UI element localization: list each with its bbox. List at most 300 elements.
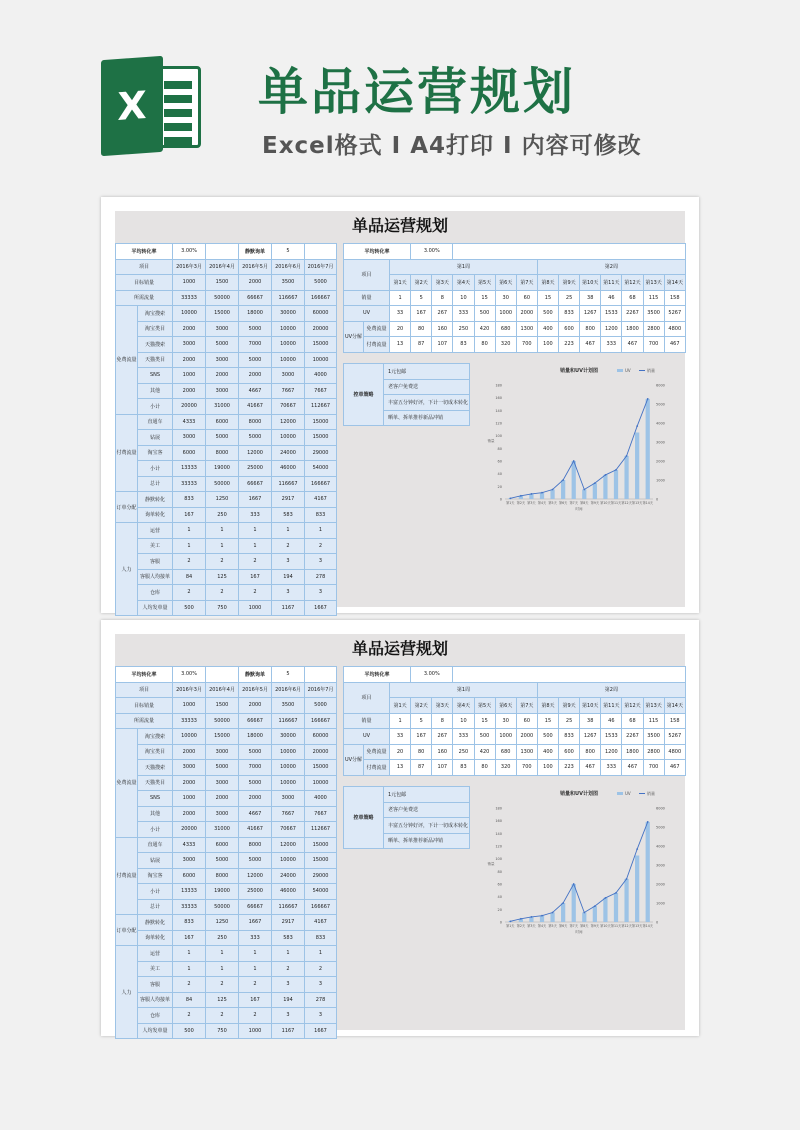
- table-cell[interactable]: 13: [390, 760, 411, 776]
- table-cell[interactable]: 18000: [239, 729, 272, 745]
- table-cell[interactable]: 1167: [272, 600, 305, 616]
- table-cell[interactable]: 1: [173, 523, 206, 539]
- table-cell[interactable]: 33333: [173, 290, 206, 306]
- table-cell[interactable]: 66667: [239, 713, 272, 729]
- table-cell[interactable]: 3000: [272, 791, 305, 807]
- table-cell[interactable]: 167: [411, 306, 432, 322]
- table-cell[interactable]: 320: [495, 760, 516, 776]
- table-cell[interactable]: 15: [474, 290, 495, 306]
- table-cell[interactable]: 4800: [664, 744, 685, 760]
- table-cell[interactable]: 83: [453, 337, 474, 353]
- table-cell[interactable]: 30000: [272, 729, 305, 745]
- table-cell[interactable]: 30000: [272, 306, 305, 322]
- table-cell[interactable]: 1667: [239, 492, 272, 508]
- table-cell[interactable]: 116667: [272, 290, 305, 306]
- table-cell[interactable]: 1: [305, 946, 337, 962]
- table-cell[interactable]: 2: [173, 554, 206, 570]
- table-cell[interactable]: 5: [411, 290, 432, 306]
- table-cell[interactable]: 500: [537, 729, 558, 745]
- table-cell[interactable]: 700: [643, 337, 664, 353]
- table-cell[interactable]: 2: [206, 977, 239, 993]
- table-cell[interactable]: 20000: [305, 744, 337, 760]
- table-cell[interactable]: 15000: [305, 414, 337, 430]
- table-cell[interactable]: 1800: [622, 744, 643, 760]
- table-cell[interactable]: 467: [622, 337, 643, 353]
- table-cell[interactable]: 41667: [239, 399, 272, 415]
- table-cell[interactable]: 1250: [206, 915, 239, 931]
- table-cell[interactable]: 2: [206, 585, 239, 601]
- table-cell[interactable]: 1000: [239, 600, 272, 616]
- table-cell[interactable]: 1267: [580, 306, 601, 322]
- table-cell[interactable]: 166667: [305, 476, 337, 492]
- table-cell[interactable]: 5000: [206, 337, 239, 353]
- table-cell[interactable]: 8000: [239, 837, 272, 853]
- table-cell[interactable]: 400: [537, 321, 558, 337]
- table-cell[interactable]: 31000: [206, 399, 239, 415]
- table-cell[interactable]: 7667: [305, 806, 337, 822]
- table-cell[interactable]: 833: [173, 492, 206, 508]
- strategy-item[interactable]: 丰富五分钟好评，下计一切成本转化: [384, 818, 470, 834]
- table-cell[interactable]: 833: [173, 915, 206, 931]
- table-cell[interactable]: 2: [173, 585, 206, 601]
- table-cell[interactable]: 10: [453, 290, 474, 306]
- table-cell[interactable]: 3000: [173, 430, 206, 446]
- table-cell[interactable]: 6000: [173, 868, 206, 884]
- table-cell[interactable]: 250: [206, 930, 239, 946]
- table-cell[interactable]: 2: [239, 554, 272, 570]
- table-cell[interactable]: 6000: [206, 837, 239, 853]
- table-cell[interactable]: 10000: [173, 306, 206, 322]
- table-cell[interactable]: 278: [305, 992, 337, 1008]
- table-cell[interactable]: 583: [272, 930, 305, 946]
- table-cell[interactable]: 1: [206, 961, 239, 977]
- table-cell[interactable]: 2000: [173, 352, 206, 368]
- table-cell[interactable]: 2000: [239, 791, 272, 807]
- table-cell[interactable]: 250: [453, 744, 474, 760]
- table-cell[interactable]: 5000: [305, 698, 337, 714]
- table-cell[interactable]: 80: [411, 321, 432, 337]
- table-cell[interactable]: 7667: [272, 383, 305, 399]
- table-cell[interactable]: 167: [239, 569, 272, 585]
- table-cell[interactable]: 70667: [272, 822, 305, 838]
- table-cell[interactable]: 1300: [516, 321, 537, 337]
- table-cell[interactable]: 112667: [305, 399, 337, 415]
- table-cell[interactable]: 60: [516, 713, 537, 729]
- table-cell[interactable]: 15000: [206, 729, 239, 745]
- table-cell[interactable]: 500: [537, 306, 558, 322]
- table-cell[interactable]: 1: [206, 946, 239, 962]
- table-cell[interactable]: 600: [559, 744, 580, 760]
- table-cell[interactable]: 50000: [206, 476, 239, 492]
- table-cell[interactable]: 2000: [173, 383, 206, 399]
- table-cell[interactable]: 4800: [664, 321, 685, 337]
- table-cell[interactable]: 3000: [272, 368, 305, 384]
- table-cell[interactable]: 1000: [173, 275, 206, 291]
- table-cell[interactable]: 2: [239, 1008, 272, 1024]
- table-cell[interactable]: 2917: [272, 492, 305, 508]
- table-cell[interactable]: 68: [622, 290, 643, 306]
- table-cell[interactable]: 194: [272, 569, 305, 585]
- table-cell[interactable]: 833: [559, 729, 580, 745]
- table-cell[interactable]: 25000: [239, 461, 272, 477]
- table-cell[interactable]: 5: [411, 713, 432, 729]
- table-cell[interactable]: 125: [206, 569, 239, 585]
- table-cell[interactable]: 10000: [272, 744, 305, 760]
- table-cell[interactable]: 3000: [173, 337, 206, 353]
- table-cell[interactable]: 20: [390, 744, 411, 760]
- table-cell[interactable]: 25000: [239, 884, 272, 900]
- table-cell[interactable]: 2000: [239, 698, 272, 714]
- table-cell[interactable]: 166667: [305, 713, 337, 729]
- table-cell[interactable]: 54000: [305, 884, 337, 900]
- table-cell[interactable]: 2000: [173, 321, 206, 337]
- table-cell[interactable]: 3: [272, 554, 305, 570]
- value-avg-conversion[interactable]: 3.00%: [411, 667, 453, 683]
- table-cell[interactable]: 15000: [305, 337, 337, 353]
- table-cell[interactable]: 66667: [239, 476, 272, 492]
- value-silent[interactable]: 5: [272, 667, 305, 683]
- strategy-item[interactable]: 老客户免费送: [384, 802, 470, 818]
- table-cell[interactable]: 3000: [206, 806, 239, 822]
- table-cell[interactable]: 33: [390, 729, 411, 745]
- table-cell[interactable]: 10: [453, 713, 474, 729]
- table-cell[interactable]: 5000: [206, 430, 239, 446]
- table-cell[interactable]: 3: [305, 585, 337, 601]
- table-cell[interactable]: 54000: [305, 461, 337, 477]
- table-cell[interactable]: 19000: [206, 461, 239, 477]
- table-cell[interactable]: 400: [537, 744, 558, 760]
- table-cell[interactable]: 4000: [305, 791, 337, 807]
- table-cell[interactable]: 116667: [272, 713, 305, 729]
- table-cell[interactable]: 20000: [173, 399, 206, 415]
- table-cell[interactable]: 833: [559, 306, 580, 322]
- table-cell[interactable]: 1500: [206, 698, 239, 714]
- table-cell[interactable]: 833: [305, 930, 337, 946]
- table-cell[interactable]: 467: [580, 337, 601, 353]
- table-cell[interactable]: 333: [453, 729, 474, 745]
- table-cell[interactable]: 24000: [272, 445, 305, 461]
- table-cell[interactable]: 5000: [239, 775, 272, 791]
- table-cell[interactable]: 5000: [206, 760, 239, 776]
- table-cell[interactable]: 1000: [495, 306, 516, 322]
- table-cell[interactable]: 107: [432, 337, 453, 353]
- table-cell[interactable]: 12000: [239, 445, 272, 461]
- table-cell[interactable]: 50000: [206, 899, 239, 915]
- table-cell[interactable]: 10000: [305, 775, 337, 791]
- table-cell[interactable]: 33: [390, 306, 411, 322]
- table-cell[interactable]: 320: [495, 337, 516, 353]
- table-cell[interactable]: 467: [664, 760, 685, 776]
- table-cell[interactable]: 166667: [305, 290, 337, 306]
- table-cell[interactable]: 3000: [206, 744, 239, 760]
- table-cell[interactable]: 6000: [173, 445, 206, 461]
- table-cell[interactable]: 25: [559, 713, 580, 729]
- table-cell[interactable]: 60000: [305, 729, 337, 745]
- table-cell[interactable]: 333: [239, 930, 272, 946]
- table-cell[interactable]: 1: [390, 290, 411, 306]
- table-cell[interactable]: 500: [474, 306, 495, 322]
- table-cell[interactable]: 600: [559, 321, 580, 337]
- table-cell[interactable]: 10000: [272, 775, 305, 791]
- table-cell[interactable]: 1000: [239, 1023, 272, 1039]
- table-cell[interactable]: 12000: [239, 868, 272, 884]
- table-cell[interactable]: 30: [495, 713, 516, 729]
- table-cell[interactable]: 30: [495, 290, 516, 306]
- table-cell[interactable]: 1267: [580, 729, 601, 745]
- table-cell[interactable]: 166667: [305, 899, 337, 915]
- value-silent[interactable]: 5: [272, 244, 305, 260]
- table-cell[interactable]: 6000: [206, 414, 239, 430]
- table-cell[interactable]: 2000: [173, 744, 206, 760]
- table-cell[interactable]: 15000: [305, 760, 337, 776]
- strategy-item[interactable]: 丰富五分钟好评，下计一切成本转化: [384, 395, 470, 411]
- table-cell[interactable]: 700: [516, 337, 537, 353]
- table-cell[interactable]: 2000: [206, 791, 239, 807]
- table-cell[interactable]: 80: [411, 744, 432, 760]
- table-cell[interactable]: 87: [411, 760, 432, 776]
- table-cell[interactable]: 15000: [305, 853, 337, 869]
- table-cell[interactable]: 2000: [173, 806, 206, 822]
- table-cell[interactable]: 3000: [206, 383, 239, 399]
- table-cell[interactable]: 33333: [173, 713, 206, 729]
- table-cell[interactable]: 10000: [272, 853, 305, 869]
- table-cell[interactable]: 167: [173, 930, 206, 946]
- table-cell[interactable]: 66667: [239, 290, 272, 306]
- table-cell[interactable]: 680: [495, 744, 516, 760]
- table-cell[interactable]: 1000: [173, 791, 206, 807]
- table-cell[interactable]: 46000: [272, 884, 305, 900]
- table-cell[interactable]: 13333: [173, 461, 206, 477]
- table-cell[interactable]: 1200: [601, 744, 622, 760]
- table-cell[interactable]: 12000: [272, 414, 305, 430]
- table-cell[interactable]: 1667: [305, 1023, 337, 1039]
- table-cell[interactable]: 80: [474, 760, 495, 776]
- table-cell[interactable]: 1: [173, 946, 206, 962]
- table-cell[interactable]: 68: [622, 713, 643, 729]
- strategy-item[interactable]: 晒单、拆单推荐新品冲销: [384, 410, 470, 426]
- table-cell[interactable]: 29000: [305, 445, 337, 461]
- table-cell[interactable]: 4333: [173, 837, 206, 853]
- table-cell[interactable]: 8000: [239, 414, 272, 430]
- value-avg-conversion[interactable]: 3.00%: [173, 244, 206, 260]
- table-cell[interactable]: 833: [305, 507, 337, 523]
- table-cell[interactable]: 2: [206, 554, 239, 570]
- table-cell[interactable]: 8000: [206, 868, 239, 884]
- table-cell[interactable]: 3: [272, 585, 305, 601]
- table-cell[interactable]: 267: [432, 729, 453, 745]
- table-cell[interactable]: 24000: [272, 868, 305, 884]
- table-cell[interactable]: 1533: [601, 306, 622, 322]
- table-cell[interactable]: 700: [643, 760, 664, 776]
- table-cell[interactable]: 46: [601, 290, 622, 306]
- table-cell[interactable]: 223: [559, 337, 580, 353]
- table-cell[interactable]: 1533: [601, 729, 622, 745]
- table-cell[interactable]: 7667: [272, 806, 305, 822]
- table-cell[interactable]: 84: [173, 569, 206, 585]
- table-cell[interactable]: 333: [239, 507, 272, 523]
- table-cell[interactable]: 7000: [239, 760, 272, 776]
- table-cell[interactable]: 167: [173, 507, 206, 523]
- table-cell[interactable]: 5000: [239, 744, 272, 760]
- table-cell[interactable]: 115: [643, 713, 664, 729]
- table-cell[interactable]: 15: [474, 713, 495, 729]
- table-cell[interactable]: 1: [305, 523, 337, 539]
- table-cell[interactable]: 1: [272, 523, 305, 539]
- table-cell[interactable]: 38: [580, 713, 601, 729]
- table-cell[interactable]: 333: [601, 760, 622, 776]
- table-cell[interactable]: 2: [239, 585, 272, 601]
- table-cell[interactable]: 3000: [173, 760, 206, 776]
- table-cell[interactable]: 160: [432, 744, 453, 760]
- table-cell[interactable]: 4167: [305, 915, 337, 931]
- table-cell[interactable]: 250: [206, 507, 239, 523]
- table-cell[interactable]: 2917: [272, 915, 305, 931]
- table-cell[interactable]: 4000: [305, 368, 337, 384]
- table-cell[interactable]: 500: [474, 729, 495, 745]
- table-cell[interactable]: 29000: [305, 868, 337, 884]
- table-cell[interactable]: 2: [239, 977, 272, 993]
- table-cell[interactable]: 2: [305, 961, 337, 977]
- table-cell[interactable]: 15000: [305, 837, 337, 853]
- table-cell[interactable]: 467: [664, 337, 685, 353]
- table-cell[interactable]: 500: [173, 600, 206, 616]
- table-cell[interactable]: 5000: [239, 321, 272, 337]
- table-cell[interactable]: 2267: [622, 306, 643, 322]
- table-cell[interactable]: 60000: [305, 306, 337, 322]
- table-cell[interactable]: 33333: [173, 476, 206, 492]
- table-cell[interactable]: 8: [432, 713, 453, 729]
- table-cell[interactable]: 2000: [173, 775, 206, 791]
- table-cell[interactable]: 1: [239, 538, 272, 554]
- table-cell[interactable]: 1167: [272, 1023, 305, 1039]
- table-cell[interactable]: 12000: [272, 837, 305, 853]
- table-cell[interactable]: 116667: [272, 899, 305, 915]
- table-cell[interactable]: 5000: [239, 853, 272, 869]
- table-cell[interactable]: 13: [390, 337, 411, 353]
- table-cell[interactable]: 267: [432, 306, 453, 322]
- table-cell[interactable]: 2800: [643, 321, 664, 337]
- table-cell[interactable]: 3: [272, 977, 305, 993]
- table-cell[interactable]: 158: [664, 713, 685, 729]
- table-cell[interactable]: 3000: [173, 853, 206, 869]
- table-cell[interactable]: 2: [173, 977, 206, 993]
- table-cell[interactable]: 10000: [272, 321, 305, 337]
- table-cell[interactable]: 15000: [305, 430, 337, 446]
- table-cell[interactable]: 20000: [305, 321, 337, 337]
- table-cell[interactable]: 84: [173, 992, 206, 1008]
- table-cell[interactable]: 112667: [305, 822, 337, 838]
- table-cell[interactable]: 80: [474, 337, 495, 353]
- table-cell[interactable]: 38: [580, 290, 601, 306]
- table-cell[interactable]: 1000: [173, 698, 206, 714]
- table-cell[interactable]: 1800: [622, 321, 643, 337]
- table-cell[interactable]: 31000: [206, 822, 239, 838]
- table-cell[interactable]: 3000: [206, 352, 239, 368]
- table-cell[interactable]: 70667: [272, 399, 305, 415]
- strategy-item[interactable]: 1元包邮: [384, 364, 470, 380]
- table-cell[interactable]: 2: [173, 1008, 206, 1024]
- table-cell[interactable]: 800: [580, 321, 601, 337]
- table-cell[interactable]: 2000: [239, 368, 272, 384]
- table-cell[interactable]: 5267: [664, 306, 685, 322]
- table-cell[interactable]: 2800: [643, 744, 664, 760]
- table-cell[interactable]: 10000: [272, 352, 305, 368]
- table-cell[interactable]: 750: [206, 1023, 239, 1039]
- table-cell[interactable]: 333: [601, 337, 622, 353]
- table-cell[interactable]: 100: [537, 760, 558, 776]
- table-cell[interactable]: 700: [516, 760, 537, 776]
- table-cell[interactable]: 50000: [206, 713, 239, 729]
- table-cell[interactable]: 420: [474, 321, 495, 337]
- table-cell[interactable]: 3000: [206, 321, 239, 337]
- table-cell[interactable]: 250: [453, 321, 474, 337]
- table-cell[interactable]: 467: [622, 760, 643, 776]
- table-cell[interactable]: 66667: [239, 899, 272, 915]
- table-cell[interactable]: 750: [206, 600, 239, 616]
- table-cell[interactable]: 1: [239, 523, 272, 539]
- table-cell[interactable]: 167: [239, 992, 272, 1008]
- table-cell[interactable]: 333: [453, 306, 474, 322]
- table-cell[interactable]: 5000: [239, 352, 272, 368]
- table-cell[interactable]: 1300: [516, 744, 537, 760]
- table-cell[interactable]: 1: [173, 538, 206, 554]
- table-cell[interactable]: 50000: [206, 290, 239, 306]
- table-cell[interactable]: 278: [305, 569, 337, 585]
- table-cell[interactable]: 8000: [206, 445, 239, 461]
- table-cell[interactable]: 1: [239, 961, 272, 977]
- table-cell[interactable]: 20: [390, 321, 411, 337]
- table-cell[interactable]: 4333: [173, 414, 206, 430]
- value-avg-conversion[interactable]: 3.00%: [173, 667, 206, 683]
- table-cell[interactable]: 1500: [206, 275, 239, 291]
- table-cell[interactable]: 125: [206, 992, 239, 1008]
- table-cell[interactable]: 1: [206, 538, 239, 554]
- table-cell[interactable]: 583: [272, 507, 305, 523]
- table-cell[interactable]: 2: [272, 961, 305, 977]
- table-cell[interactable]: 115: [643, 290, 664, 306]
- strategy-item[interactable]: 晒单、拆单推荐新品冲销: [384, 833, 470, 849]
- table-cell[interactable]: 5000: [206, 853, 239, 869]
- table-cell[interactable]: 1: [173, 961, 206, 977]
- table-cell[interactable]: 2: [305, 538, 337, 554]
- table-cell[interactable]: 46: [601, 713, 622, 729]
- table-cell[interactable]: 194: [272, 992, 305, 1008]
- strategy-item[interactable]: 1元包邮: [384, 787, 470, 803]
- table-cell[interactable]: 15000: [206, 306, 239, 322]
- table-cell[interactable]: 1: [390, 713, 411, 729]
- table-cell[interactable]: 4667: [239, 383, 272, 399]
- table-cell[interactable]: 158: [664, 290, 685, 306]
- table-cell[interactable]: 3: [305, 554, 337, 570]
- table-cell[interactable]: 2000: [206, 368, 239, 384]
- table-cell[interactable]: 500: [173, 1023, 206, 1039]
- table-cell[interactable]: 2000: [239, 275, 272, 291]
- table-cell[interactable]: 1667: [305, 600, 337, 616]
- table-cell[interactable]: 167: [411, 729, 432, 745]
- table-cell[interactable]: 41667: [239, 822, 272, 838]
- table-cell[interactable]: 8: [432, 290, 453, 306]
- table-cell[interactable]: 100: [537, 337, 558, 353]
- value-avg-conversion[interactable]: 3.00%: [411, 244, 453, 260]
- table-cell[interactable]: 3000: [206, 775, 239, 791]
- table-cell[interactable]: 46000: [272, 461, 305, 477]
- table-cell[interactable]: 10000: [272, 760, 305, 776]
- table-cell[interactable]: 420: [474, 744, 495, 760]
- table-cell[interactable]: 25: [559, 290, 580, 306]
- table-cell[interactable]: 83: [453, 760, 474, 776]
- table-cell[interactable]: 1000: [495, 729, 516, 745]
- table-cell[interactable]: 160: [432, 321, 453, 337]
